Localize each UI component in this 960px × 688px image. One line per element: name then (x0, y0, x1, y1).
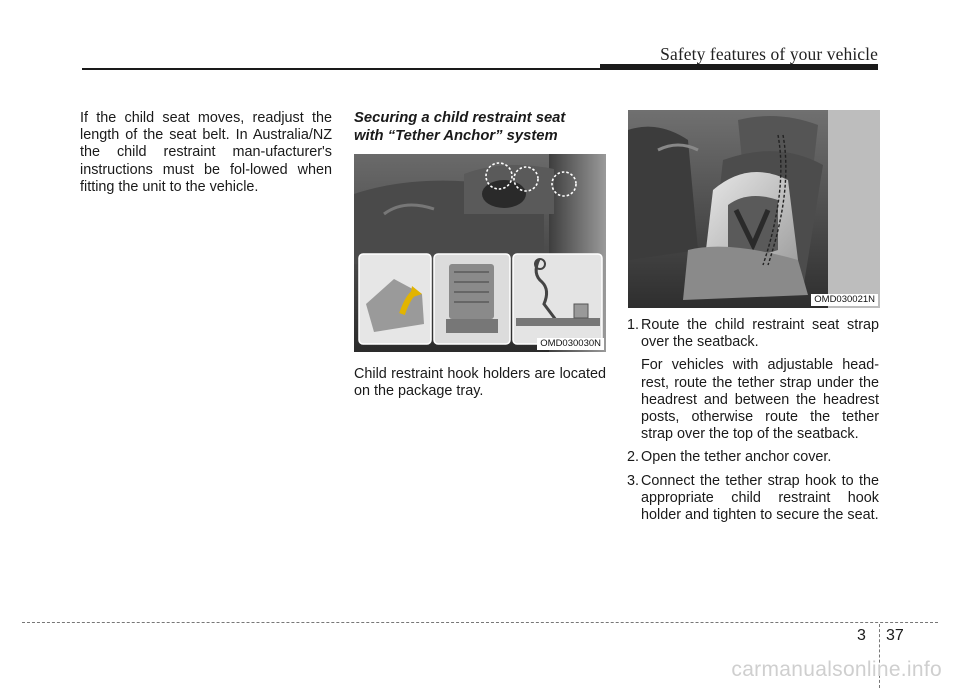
tether-steps-list (627, 317, 879, 524)
footer-divider (22, 622, 938, 623)
figure-tether-hook-holders (354, 154, 606, 352)
column-right (627, 110, 879, 530)
figure-caption: OMD030021N (811, 294, 878, 306)
watermark: carmanualsonline.info (731, 658, 942, 681)
hook-holders-paragraph: Child restraint hook holders are located on the package tray. (354, 366, 606, 400)
step-number: 1. (627, 317, 640, 333)
step-item (627, 449, 879, 466)
intro-paragraph: If the child seat moves, readjust the length of the seat belt. In Australia/NZ the child restraint man-ufacturer's instructions must be fol-lowed when fitting the unit to the vehicle. (80, 110, 332, 195)
step-text: Connect the tether strap hook to the appropriate child restraint hook holder and tighten to secure the seat. (641, 472, 879, 524)
column-middle (354, 109, 606, 400)
child-seat-tether-illustration (628, 110, 880, 308)
section-heading (354, 109, 606, 145)
figure-child-seat-tether (628, 110, 880, 308)
step-number: 2. (627, 449, 640, 466)
section-heading-line-1: Securing a child restraint seat (354, 110, 566, 126)
tether-hook-holders-illustration (354, 154, 606, 352)
step-subtext: For vehicles with adjustable head-rest, route the tether strap under the headrest and between the headrest posts, otherwise route the tether strap over the top of the seatback. (641, 357, 879, 443)
figure-caption: OMD030030N (537, 338, 604, 350)
step-text: Route the child restraint seat strap over the seatback. (641, 317, 879, 351)
step-text: Open the tether anchor cover. (641, 449, 832, 466)
page-number: 37 (886, 627, 904, 644)
header-rule-accent (600, 64, 878, 69)
section-header-title: Safety features of your vehicle (660, 44, 878, 64)
column-left (80, 110, 332, 196)
step-item (627, 473, 879, 525)
step-number: 3. (627, 472, 640, 489)
section-heading-line-2: with “Tether Anchor” system (354, 128, 558, 144)
step-item (627, 317, 879, 443)
chapter-number: 3 (857, 627, 866, 644)
